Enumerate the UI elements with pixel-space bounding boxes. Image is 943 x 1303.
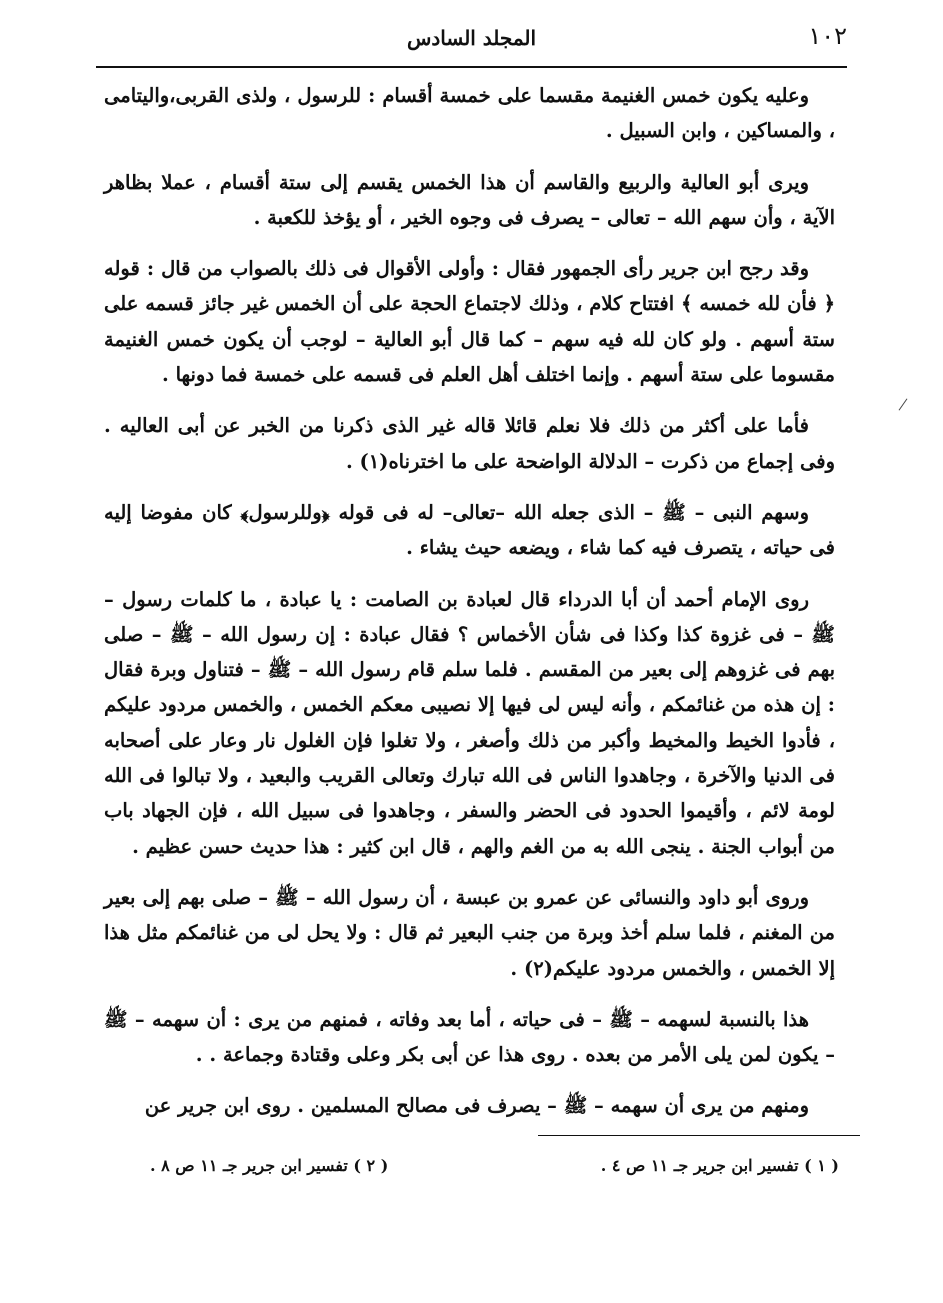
volume-title: المجلد السادس: [406, 26, 537, 50]
paragraph: ومنهم من يرى أن سهمه – ﷺ – يصرف فى مصالح المسلمين . روى ابن جرير عن: [144, 1094, 809, 1118]
paragraph: وروى أبو داود والنسائى عن عمرو بن عبسة ، أن رسول الله – ﷺ – صلى بهم إلى بعير من المغنم ، فلما سلم أخذ وبرة من جنب البعير ثم قال : ولا يحل لى من غنائمكم مثل هذا إلا الخمس ، والخمس مردود عليكم(٢) .: [104, 885, 835, 980]
footnotes: [150, 1156, 839, 1175]
paragraph: وقد رجح ابن جرير رأى الجمهور فقال : وأولى الأقوال فى ذلك بالصواب من قال : قوله ﴿ فأن لله خمسه ﴾ افتتاح كلام ، وذلك لاجتماع الحجة على أن الخمس غير جائز قسمه على ستة أسهم . ولو كان لله فيه سهم – كما قال أبو العالية – لوجب أن يكون خمس الغنيمة مقسوما على ستة أسهم . وإنما اختلف أهل العلم فى قسمه على خمسة فما دونها .: [104, 257, 835, 387]
paragraph: وعليه يكون خمس الغنيمة مقسما على خمسة أقسام : للرسول ، ولذى القربى،واليتامى ، والمساكين ، وابن السبيل .: [104, 84, 835, 143]
paragraph: وسهم النبى – ﷺ – الذى جعله الله –تعالى– له فى قوله ﴿وللرسول﴾ كان مفوضا إليه فى حياته ، يتصرف فيه كما شاء ، ويضعه حيث يشاء .: [104, 500, 835, 560]
header-rule: [96, 66, 847, 68]
page-number: ١٠٢: [808, 22, 847, 50]
body-text: [104, 78, 835, 1124]
footnote-2: ( ٢ ) تفسير ابن جرير جـ ١١ ص ٨ .: [150, 1156, 389, 1175]
margin-mark: [899, 398, 908, 410]
paragraph: هذا بالنسبة لسهمه – ﷺ – فى حياته ، أما بعد وفاته ، فمنهم من يرى : أن سهمه – ﷺ – يكون لمن يلى الأمر من بعده . روى هذا عن أبى بكر وعلى وقتادة وجماعة . .: [104, 1007, 835, 1067]
paragraph: فأما على أكثر من ذلك فلا نعلم قائلا قاله غير الذى ذكرنا من الخبر عن أبى العاليه . وفى إجماع من ذكرت – الدلالة الواضحة على ما اخترناه(١) .: [104, 414, 835, 473]
footnote-rule: [538, 1135, 860, 1136]
footnote-1: ( ١ ) تفسير ابن جرير جـ ١١ ص ٤ .: [600, 1156, 839, 1175]
paragraph: روى الإمام أحمد أن أبا الدرداء قال لعبادة بن الصامت : يا عبادة ، ما كلمات رسول – ﷺ – فى غزوة كذا وكذا فى شأن الأخماس ؟ فقال عبادة : إن رسول الله – ﷺ – صلى بهم فى غزوهم إلى بعير من المقسم . فلما سلم قام رسول الله – ﷺ – فتناول وبرة فقال : إن هذه من غنائمكم ، وأنه ليس لى فيها إلا نصيبى معكم الخمس ، والخمس مردود عليكم ، فأدوا الخيط والمخيط وأكبر من ذلك وأصغر ، ولا تغلوا فإن الغلول نار وعار على أصحابه فى الدنيا والآخرة ، وجاهدوا الناس فى الله تبارك وتعالى القريب والبعيد ، ولا تبالوا فى الله لومة لائم ، وأقيموا الحدود فى الحضر والسفر ، وجاهدوا فى سبيل الله ، فإن الجهاد باب من أبواب الجنة . ينجى الله به من الغم والهم ، قال ابن كثير : هذا حديث حسن عظيم .: [104, 587, 835, 858]
paragraph: ويرى أبو العالية والربيع والقاسم أن هذا الخمس يقسم إلى ستة أقسام ، عملا بظاهر الآية ، وأن سهم الله – تعالى – يصرف فى وجوه الخير ، أو يؤخذ للكعبة .: [104, 170, 835, 229]
page-header: [96, 22, 847, 62]
